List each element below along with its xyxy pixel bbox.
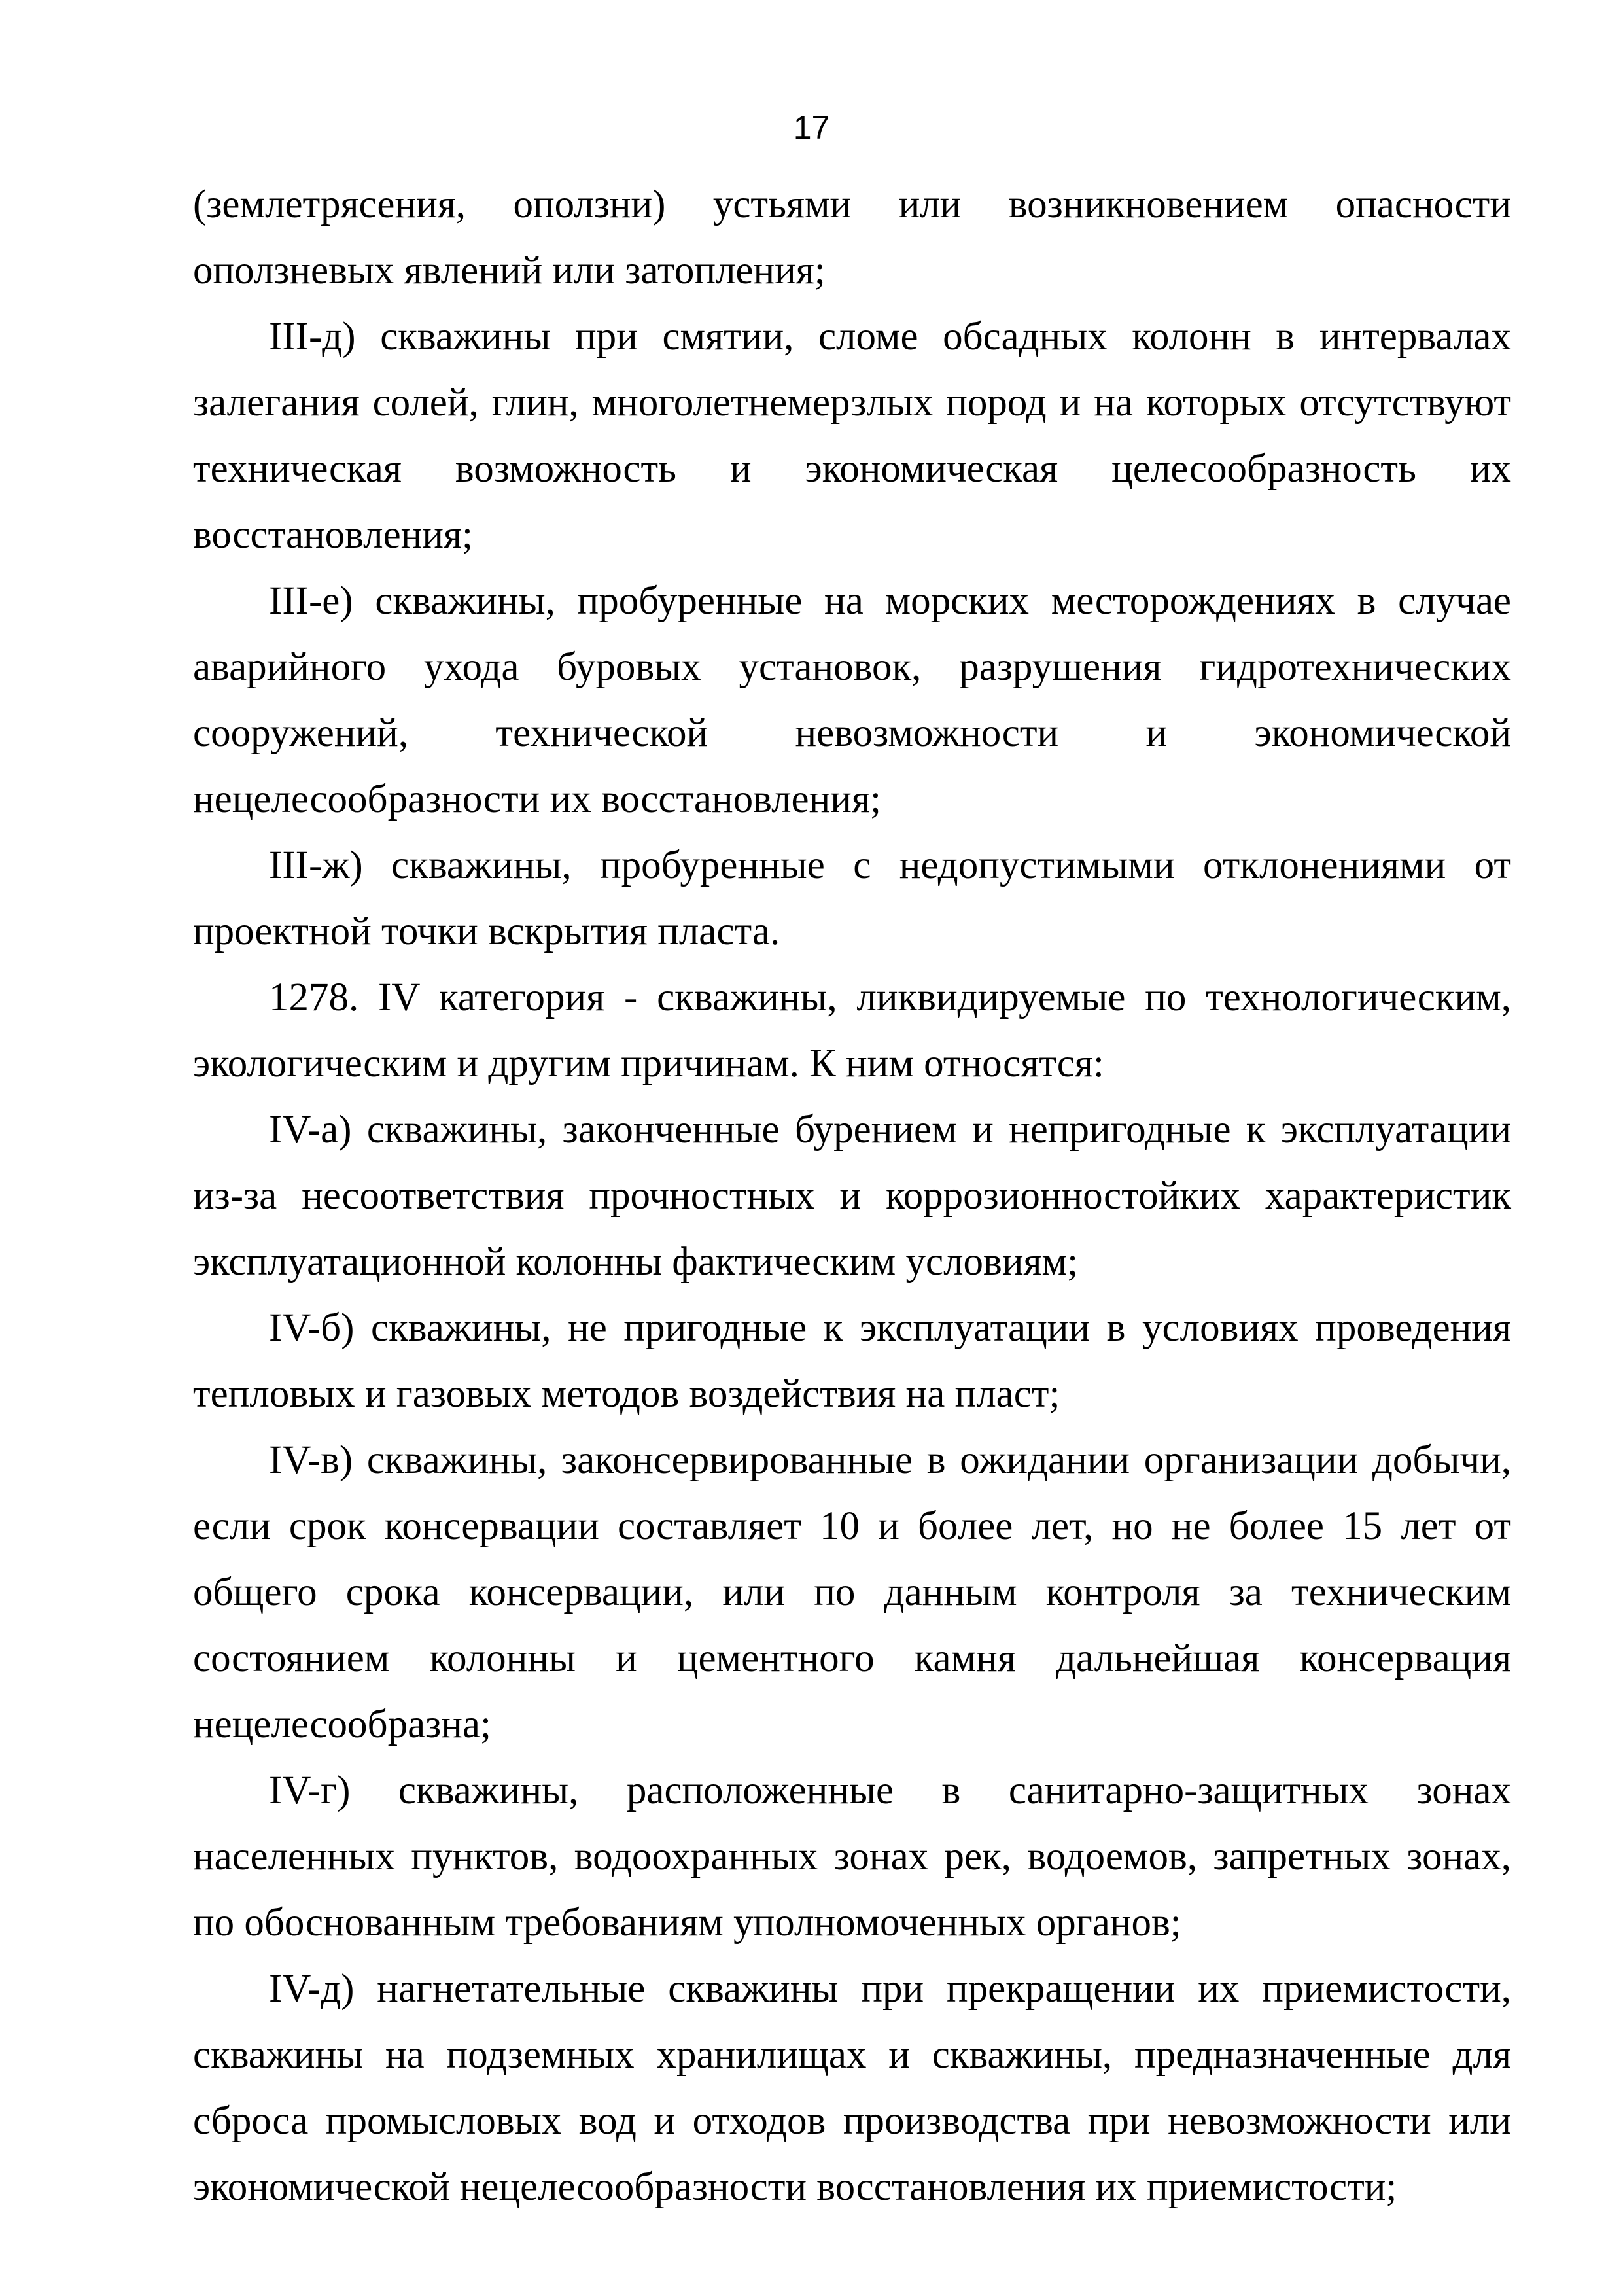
paragraph-item-4g: IV-г) скважины, расположенные в санитарно-защитных зонах населенных пунктов, водоохранных зонах рек, водоемов, запретных зонах, по обоснованным требованиям уполномоченных органов; [193, 1769, 1511, 1945]
paragraph-item-3zh: III-ж) скважины, пробуренные с недопустимыми отклонениями от проектной точки вскрытия пласта. [193, 843, 1511, 953]
paragraph-item-4a: IV-а) скважины, законченные бурением и непригодные к эксплуатации из-за несоответствия прочностных и коррозионностойких характеристик эксплуатационной колонны фактическим условиям; [193, 1108, 1511, 1284]
paragraph-item-4b: IV-б) скважины, не пригодные к эксплуатации в условиях проведения тепловых и газовых методов воздействия на пласт; [193, 1306, 1511, 1416]
paragraph-clause-1278: 1278. IV категория - скважины, ликвидируемые по технологическим, экологическим и другим причинам. К ним относятся: [193, 976, 1511, 1086]
paragraph-item-4v: IV-в) скважины, законсервированные в ожидании организации добычи, если срок консервации составляет 10 и более лет, но не более 15 лет от общего срока консервации, или по данным контроля за техническим состоянием колонны и цементного камня дальнейшая консервация нецелесообразна; [193, 1438, 1511, 1746]
body-text [193, 171, 1511, 2220]
paragraph-item-4d: IV-д) нагнетательные скважины при прекращении их приемистости, скважины на подземных хранилищах и скважины, предназначенные для сброса промысловых вод и отходов производства при невозможности или экономической нецелесообразности восстановления их приемистости; [193, 1967, 1511, 2209]
paragraph-continuation: (землетрясения, оползни) устьями или возникновением опасности оползневых явлений или затопления; [193, 183, 1511, 292]
paragraph-item-3d: III-д) скважины при смятии, сломе обсадных колонн в интервалах залегания солей, глин, многолетнемерзлых пород и на которых отсутствуют техническая возможность и экономическая целесообразность их восстановления; [193, 315, 1511, 557]
paragraph-item-3e: III-е) скважины, пробуренные на морских месторождениях в случае аварийного ухода буровых установок, разрушения гидротехнических сооружений, технической невозможности и экономической нецелесообразности их восстановления; [193, 579, 1511, 821]
page-number: 17 [793, 109, 830, 146]
